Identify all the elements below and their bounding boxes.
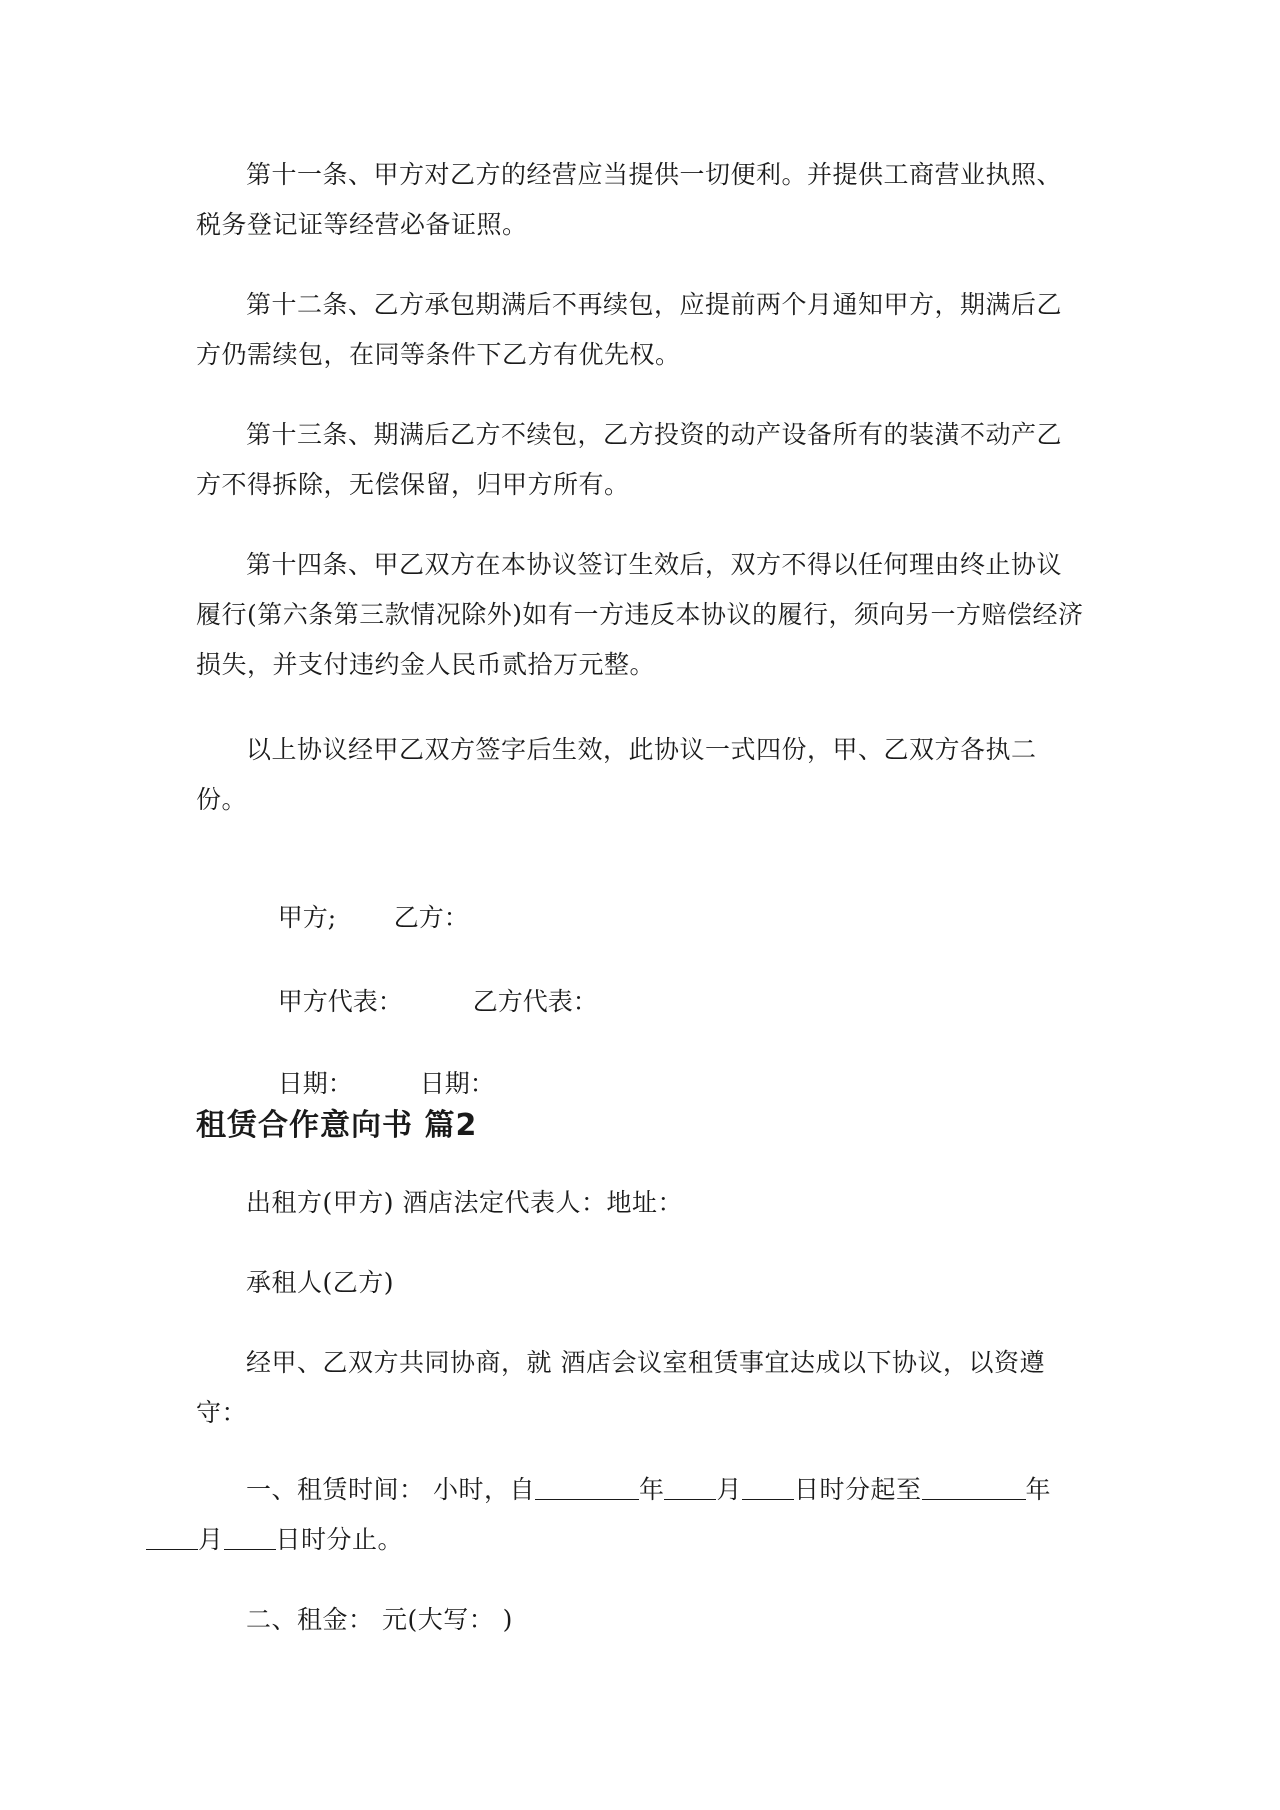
date-a-label: 日期： [277, 1069, 353, 1098]
article-11: 第十一条、甲方对乙方的经营应当提供一切便利。并提供工商营业执照、税务登记证等经营必备证照。 [196, 160, 1063, 239]
party-b-label: 乙方： [393, 903, 469, 932]
blank-day-1 [742, 1473, 794, 1500]
term-to: 日时分止。 [275, 1525, 404, 1554]
date-b-label: 日期： [419, 1069, 495, 1098]
article-14: 第十四条、甲乙双方在本协议签订生效后，双方不得以任何理由终止协议履行(第六条第三款情况除外)如有一方违反本协议的履行，须向另一方赔偿经济损失，并支付违约金人民币贰拾万元整。 [196, 550, 1084, 679]
lessor-line: 出租方(甲方) 酒店法定代表人：地址： [246, 1188, 683, 1217]
blank-year-2 [922, 1473, 1026, 1500]
section-heading: 租赁合作意向书 篇2 [196, 1108, 478, 1143]
term-year-2: 年 [1025, 1475, 1052, 1504]
rent-clause: 二、租金： 元(大写： ) [246, 1605, 513, 1634]
blank-year-1 [535, 1473, 639, 1500]
blank-day-2 [224, 1523, 276, 1550]
intro-paragraph: 经甲、乙双方共同协商，就 酒店会议室租赁事宜达成以下协议，以资遵守： [196, 1348, 1045, 1427]
term-lead: 一、租赁时间： 小时，自 [246, 1475, 535, 1504]
lessee-line: 承租人(乙方) [246, 1268, 395, 1297]
blank-month-2 [146, 1523, 198, 1550]
rep-b-label: 乙方代表： [472, 987, 598, 1016]
term-month-2: 月 [198, 1525, 224, 1554]
rep-a-label: 甲方代表： [277, 987, 403, 1016]
article-13: 第十三条、期满后乙方不续包，乙方投资的动产设备所有的装潢不动产乙方不得拆除，无偿保留，归甲方所有。 [196, 420, 1063, 499]
term-month: 月 [716, 1475, 742, 1504]
term-year: 年 [638, 1475, 665, 1504]
article-12: 第十二条、乙方承包期满后不再续包，应提前两个月通知甲方，期满后乙方仍需续包，在同等条件下乙方有优先权。 [196, 290, 1063, 369]
term-from: 日时分起至 [793, 1475, 922, 1504]
closing-clause: 以上协议经甲乙双方签字后生效，此协议一式四份，甲、乙双方各执二份。 [196, 735, 1037, 814]
term-clause [196, 1465, 1084, 1565]
blank-month-1 [664, 1473, 716, 1500]
party-a-label: 甲方; [277, 903, 337, 932]
